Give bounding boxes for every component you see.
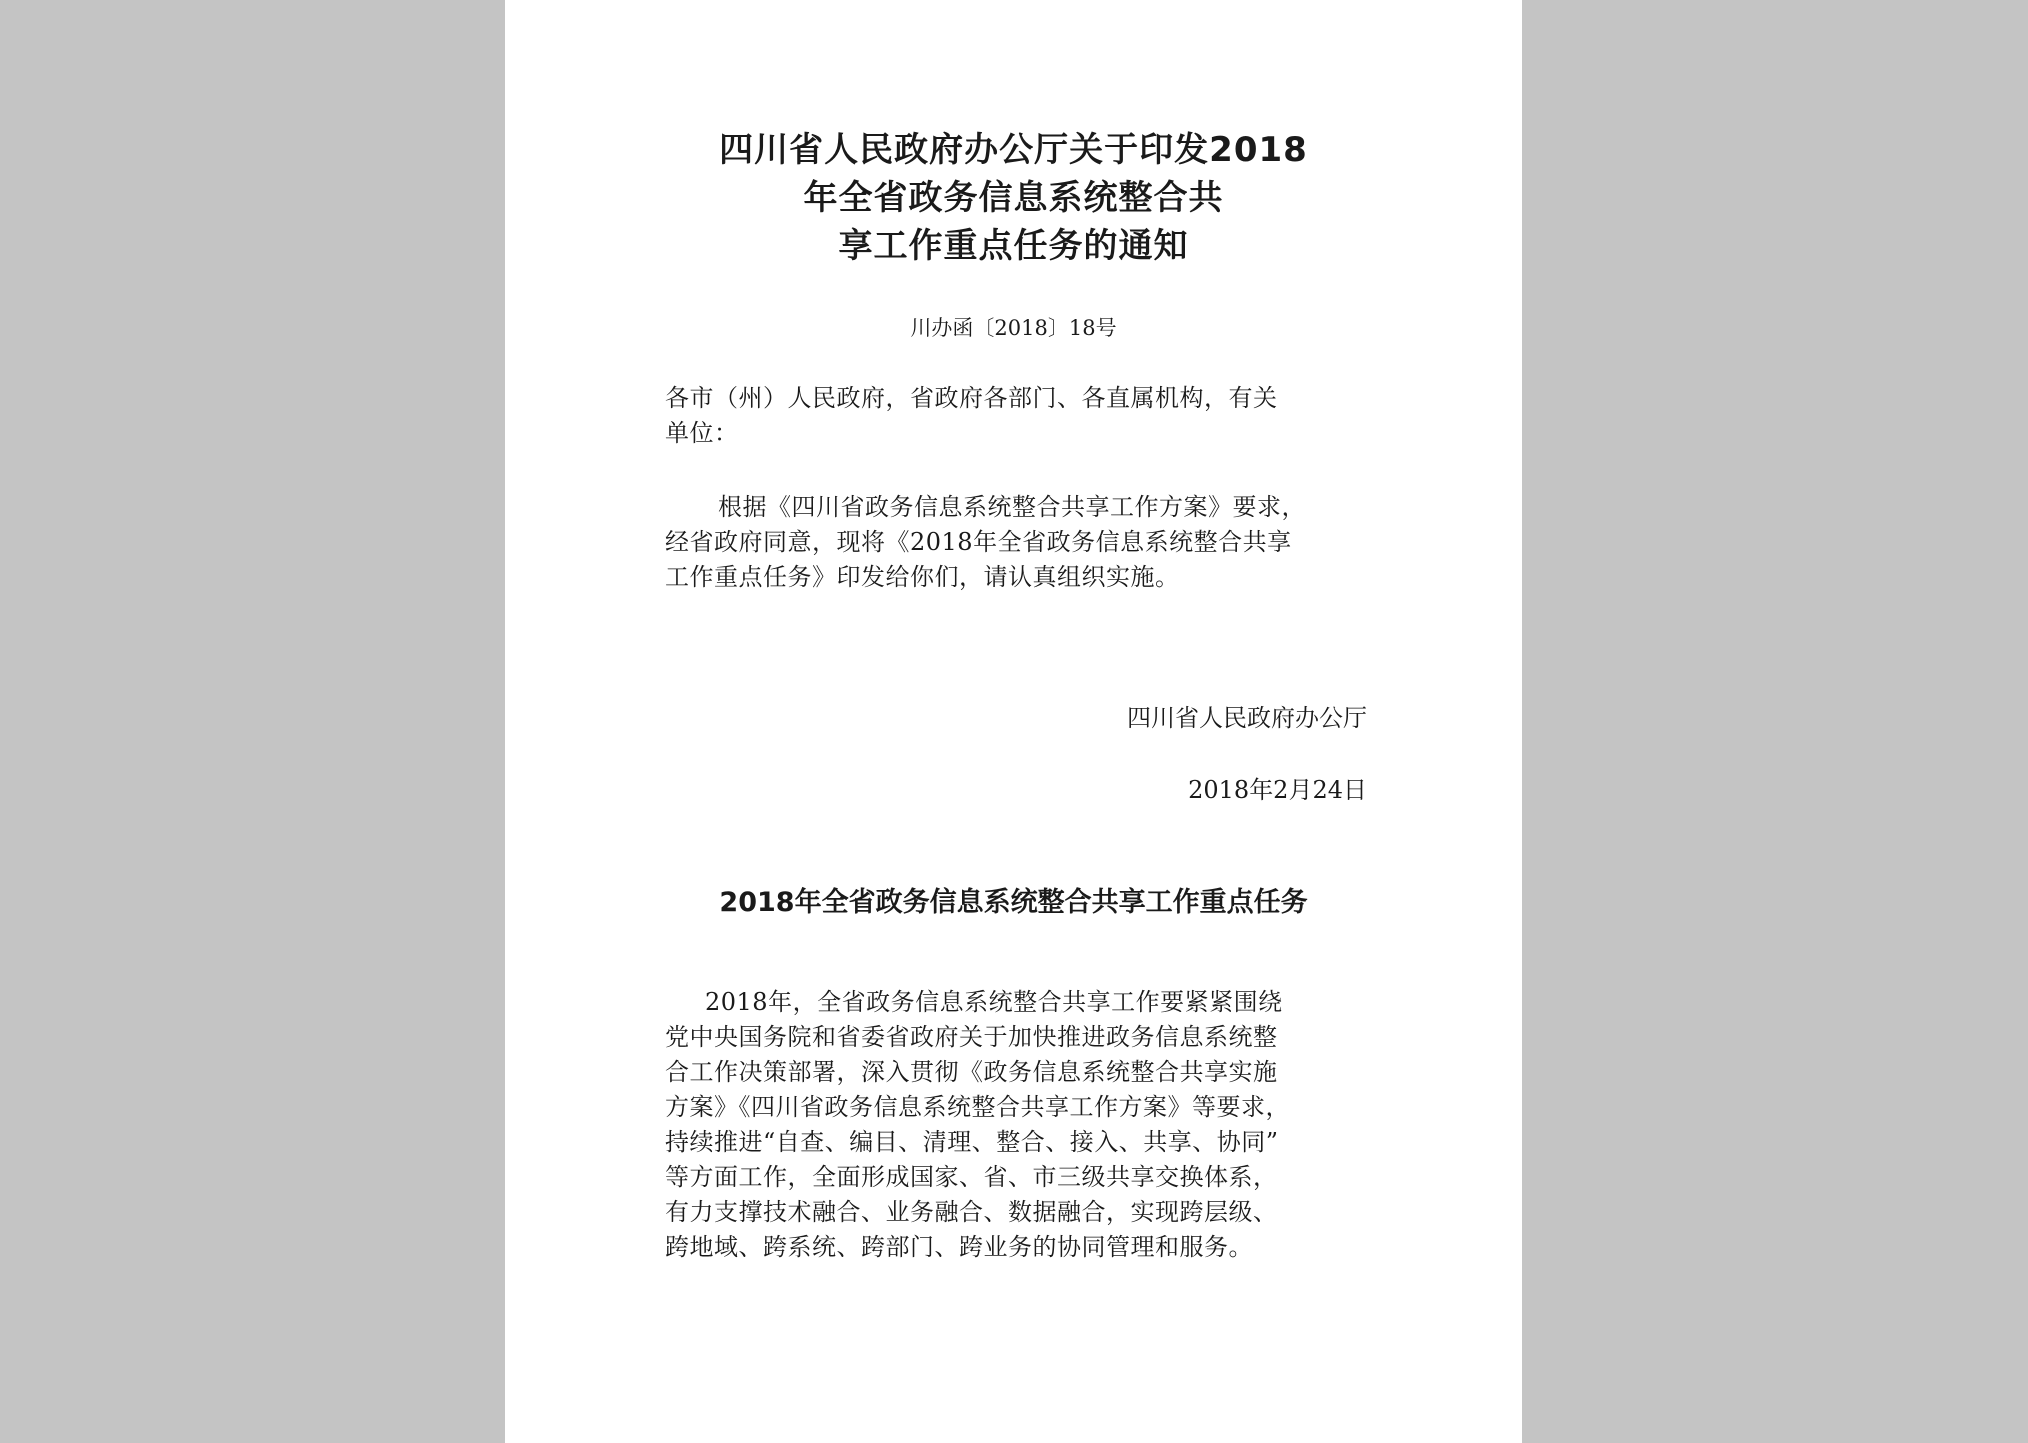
salutation-line-2: 单位：	[665, 419, 739, 447]
paragraph-2-line-7: 有力支撑技术融合、业务融合、数据融合，实现跨层级、	[665, 1198, 1278, 1226]
document-page	[505, 0, 1522, 1443]
salutation-line-1: 各市（州）人民政府，省政府各部门、各直属机构，有关	[665, 384, 1278, 412]
paragraph-1-line-1: 根据《四川省政务信息系统整合共享工作方案》要求，	[718, 493, 1306, 521]
paragraph-1-line-3: 工作重点任务》印发给你们，请认真组织实施。	[665, 563, 1180, 591]
document-title-line-1: 四川省人民政府办公厅关于印发2018	[719, 130, 1308, 170]
issuer-signature: 四川省人民政府办公厅	[1127, 704, 1367, 732]
paragraph-2-line-4: 方案》《四川省政务信息系统整合共享工作方案》等要求，	[665, 1093, 1290, 1121]
issue-date: 2018年2月24日	[1188, 776, 1367, 804]
paragraph-2-line-1: 2018年，全省政务信息系统整合共享工作要紧紧围绕	[705, 988, 1283, 1016]
document-number: 川办函〔2018〕18号	[910, 316, 1117, 340]
paragraph-2-line-2: 党中央国务院和省委省政府关于加快推进政务信息系统整	[665, 1023, 1278, 1051]
paragraph-2-line-5: 持续推进“自查、编目、清理、整合、接入、共享、协同”	[665, 1128, 1279, 1156]
paragraph-2-line-6: 等方面工作，全面形成国家、省、市三级共享交换体系，	[665, 1163, 1278, 1191]
document-title-line-2: 年全省政务信息系统整合共	[803, 178, 1224, 218]
paragraph-2-line-3: 合工作决策部署，深入贯彻《政务信息系统整合共享实施	[665, 1058, 1278, 1086]
section-heading: 2018年全省政务信息系统整合共享工作重点任务	[719, 887, 1308, 918]
paragraph-2-line-8: 跨地域、跨系统、跨部门、跨业务的协同管理和服务。	[665, 1233, 1253, 1261]
document-title-line-3: 享工作重点任务的通知	[838, 226, 1189, 266]
paragraph-1-line-2: 经省政府同意，现将《2018年全省政务信息系统整合共享	[665, 528, 1292, 556]
